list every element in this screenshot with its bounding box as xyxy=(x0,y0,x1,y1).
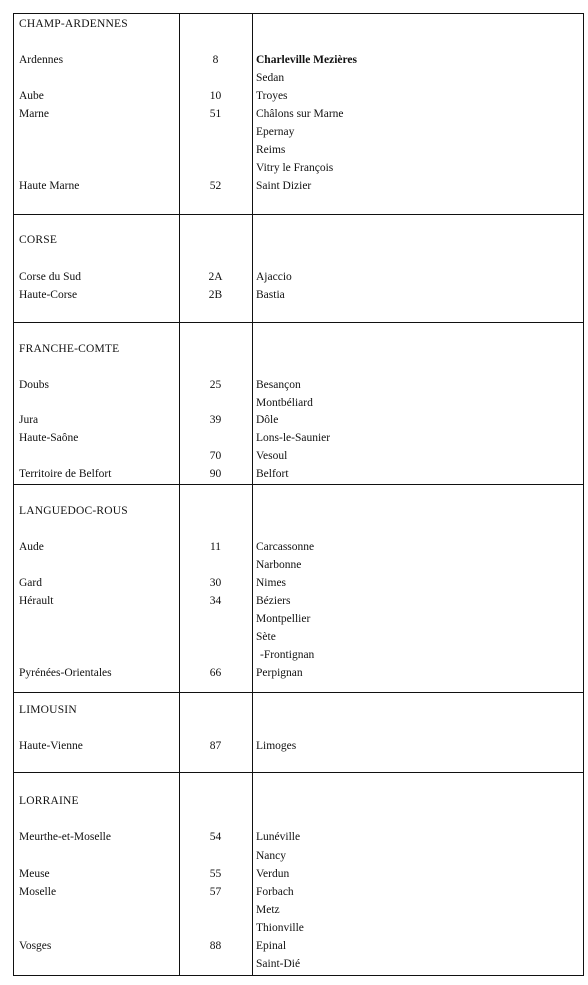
department-name: Marne xyxy=(19,108,50,120)
city-name: Limoges xyxy=(256,740,297,752)
department-name: Haute-Vienne xyxy=(19,740,83,752)
department-number: 11 xyxy=(209,541,222,553)
department-name: Jura xyxy=(19,414,39,426)
city-name: Narbonne xyxy=(256,559,302,571)
department-name: Meuse xyxy=(19,868,50,880)
city-name: Béziers xyxy=(256,595,291,607)
city-name: Vesoul xyxy=(256,450,288,462)
column-divider xyxy=(252,13,253,976)
department-number: 66 xyxy=(209,667,222,679)
department-number: 87 xyxy=(209,740,222,752)
city-name: Verdun xyxy=(256,868,290,880)
city-name: Charleville Mezières xyxy=(256,54,358,66)
region-heading: LANGUEDOC-ROUS xyxy=(19,505,128,517)
department-number: 52 xyxy=(209,180,222,192)
city-name: Montpellier xyxy=(256,613,311,625)
city-name: Lons-le-Saunier xyxy=(256,432,331,444)
department-name: Doubs xyxy=(19,379,50,391)
department-number: 57 xyxy=(209,886,222,898)
department-name: Pyrénées-Orientales xyxy=(19,667,112,679)
city-name: Dôle xyxy=(256,414,279,426)
department-name: Haute-Saône xyxy=(19,432,79,444)
city-name: Lunéville xyxy=(256,831,301,843)
department-number: 25 xyxy=(209,379,222,391)
city-name: Ajaccio xyxy=(256,271,292,283)
department-name: Corse du Sud xyxy=(19,271,81,283)
department-number: 39 xyxy=(209,414,222,426)
department-number: 90 xyxy=(209,468,222,480)
city-name: Montbéliard xyxy=(256,397,313,409)
department-number: 70 xyxy=(209,450,222,462)
department-number: 8 xyxy=(212,54,219,66)
city-name: Nimes xyxy=(256,577,287,589)
department-name: Meurthe-et-Moselle xyxy=(19,831,111,843)
city-name: Perpignan xyxy=(256,667,303,679)
department-name: Aube xyxy=(19,90,44,102)
department-number: 51 xyxy=(209,108,222,120)
city-name: Belfort xyxy=(256,468,289,480)
city-name: Bastia xyxy=(256,289,285,301)
department-name: Gard xyxy=(19,577,42,589)
city-name: Nancy xyxy=(256,850,287,862)
city-name: Reims xyxy=(256,144,286,156)
city-name: Troyes xyxy=(256,90,288,102)
region-heading: CORSE xyxy=(19,234,58,246)
department-name: Ardennes xyxy=(19,54,64,66)
city-name: Sète xyxy=(256,631,276,643)
region-heading: CHAMP-ARDENNES xyxy=(19,18,128,30)
department-number: 88 xyxy=(209,940,222,952)
department-number: 30 xyxy=(209,577,222,589)
city-name: Saint-Dié xyxy=(256,958,301,970)
city-name: Forbach xyxy=(256,886,294,898)
department-number: 2A xyxy=(208,271,223,283)
section-divider xyxy=(13,772,584,773)
department-number: 54 xyxy=(209,831,222,843)
department-name: Haute-Corse xyxy=(19,289,78,301)
department-name: Haute Marne xyxy=(19,180,80,192)
region-heading: LORRAINE xyxy=(19,795,79,807)
section-divider xyxy=(13,214,584,215)
department-name: Aude xyxy=(19,541,44,553)
department-name: Hérault xyxy=(19,595,54,607)
city-name: Sedan xyxy=(256,72,285,84)
department-name: Moselle xyxy=(19,886,57,898)
department-name: Vosges xyxy=(19,940,52,952)
region-heading: LIMOUSIN xyxy=(19,704,77,716)
region-heading: FRANCHE-COMTE xyxy=(19,343,120,355)
city-name: Vitry le François xyxy=(256,162,334,174)
city-name: -Frontignan xyxy=(260,649,315,661)
city-name: Châlons sur Marne xyxy=(256,108,344,120)
section-divider xyxy=(13,692,584,693)
city-name: Metz xyxy=(256,904,280,916)
department-number: 55 xyxy=(209,868,222,880)
section-divider xyxy=(13,322,584,323)
department-number: 34 xyxy=(209,595,222,607)
city-name: Epernay xyxy=(256,126,295,138)
city-name: Besançon xyxy=(256,379,301,391)
city-name: Epinal xyxy=(256,940,287,952)
department-number: 2B xyxy=(208,289,223,301)
section-divider xyxy=(13,484,584,485)
city-name: Saint Dizier xyxy=(256,180,312,192)
department-number: 10 xyxy=(209,90,222,102)
city-name: Thionville xyxy=(256,922,304,934)
city-name: Carcassonne xyxy=(256,541,315,553)
department-name: Territoire de Belfort xyxy=(19,468,112,480)
